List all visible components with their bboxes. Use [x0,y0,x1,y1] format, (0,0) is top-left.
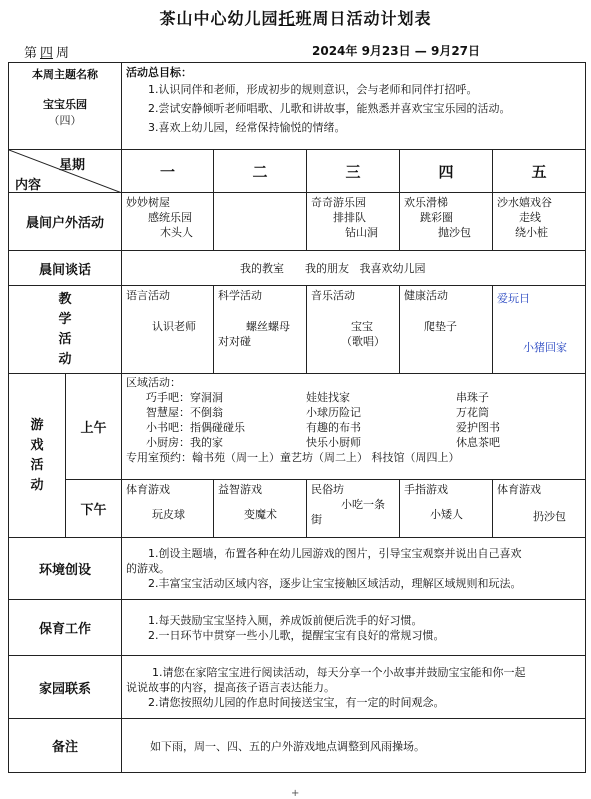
teaching-fri: 爱玩日 小猪回家 [493,286,586,374]
teaching-label: 教 学 活 动 [9,286,122,374]
home-row [9,656,586,719]
outdoor-mon: 妙妙树屋 感统乐园 木头人 [122,193,214,251]
day-fri: 五 [493,150,586,193]
outdoor-tue [214,193,307,251]
corner-cell: 星期 内容 [9,150,122,193]
home-label: 家园联系 [9,656,122,719]
goal-item: 1.认识同伴和老师，形成初步的规则意识，会与老师和同伴打招呼。 [148,83,478,96]
goal-item: 2.尝试安静倾听老师唱歌、儿歌和讲故事，能熟悉并喜欢宝宝乐园的活动。 [148,102,511,115]
outdoor-row [9,193,586,251]
theme-name: 宝宝乐园 [43,98,87,111]
game-pm-fri: 体育游戏 扔沙包 [493,480,586,538]
note-text: 如下雨，周一、四、五的户外游戏地点调整到风雨操场。 [122,719,586,773]
day-mon: 一 [122,150,214,193]
talk-row [9,251,586,286]
game-am-row [9,374,586,480]
area-row: 巧手吧：穿洞洞 娃娃找家 串珠子 [146,391,489,404]
outdoor-fri: 沙水嬉戏谷 走线 绕小桩 [493,193,586,251]
teaching-row [9,286,586,374]
game-pm-tue: 益智游戏 变魔术 [214,480,307,538]
add-row-icon[interactable]: + [291,788,300,799]
game-pm-row [9,480,586,538]
date-range: 2024年 9月23日 — 9月27日 [312,44,481,58]
area-row: 小厨房：我的家 快乐小厨师 休息茶吧 [146,436,500,449]
teaching-thu: 健康活动 爬垫子 [400,286,493,374]
game-pm-wed: 民俗坊 小吃一条 街 [307,480,400,538]
game-pm-label: 下午 [66,480,122,538]
note-row [9,719,586,773]
teaching-wed: 音乐活动 宝宝 （歌唱） [307,286,400,374]
goal-item: 3.喜欢上幼儿园，经常保持愉悦的情绪。 [148,121,346,134]
care-text: 1.每天鼓励宝宝坚持入厕，养成饭前便后洗手的好习惯。 2.一日环节中贯穿一些小儿歌，提醒宝宝有良好的常规习惯。 [122,600,586,656]
note-label: 备注 [9,719,122,773]
week-label: 第 四 周 [24,46,70,61]
day-wed: 三 [307,150,400,193]
day-thu: 四 [400,150,493,193]
home-text: 1.请您在家陪宝宝进行阅读活动，每天分享一个小故事并鼓励宝宝能和你一起 说说故事的内容，提高孩子语言表达能力。 2.请您按照幼儿园的作息时间接送宝宝，有一定的时间观念。 [122,656,586,719]
theme-label: 本周主题名称 [32,68,98,81]
game-pm-thu: 手指游戏 小矮人 [400,480,493,538]
outdoor-wed: 奇奇游乐园 排排队 钻山洞 [307,193,400,251]
env-row [9,538,586,600]
teaching-tue: 科学活动 螺丝螺母 对对碰 [214,286,307,374]
theme-row [9,63,586,150]
week-number: 四 [40,46,54,61]
talk-label: 晨间谈话 [9,251,122,286]
class-name: 托 [278,9,296,28]
env-label: 环境创设 [9,538,122,600]
page-title: 茶山中心幼儿园托班周日活动计划表 [159,9,432,28]
area-activities: 区域活动： 巧手吧：穿洞洞 娃娃找家 串珠子 智慧屋：不倒翁 小球历险记 万花筒 小书吧：指偶碰碰乐 有趣的布书 爱护图书 小厨房：我的家 快乐小厨师 休息茶吧 专用室预约：翰书苑（周一上）童艺坊（周二上） 科技馆（周四上） [122,374,586,480]
plan-table [8,62,586,773]
area-row: 智慧屋：不倒翁 小球历险记 万花筒 [146,406,489,419]
area-row: 小书吧：指偶碰碰乐 有趣的布书 爱护图书 [146,421,500,434]
game-am-label: 上午 [66,374,122,480]
outdoor-label: 晨间户外活动 [9,193,122,251]
talk-text: 我的教室 我的朋友 我喜欢幼儿园 [122,251,586,286]
care-row [9,600,586,656]
teaching-mon: 语言活动 认识老师 [122,286,214,374]
day-tue: 二 [214,150,307,193]
special-rooms: 专用室预约：翰书苑（周一上）童艺坊（周二上） 科技馆（周四上） [126,451,460,464]
env-text: 1.创设主题墙，布置各种在幼儿园游戏的图片，引导宝宝观察并说出自己喜欢 的游戏。 2.丰富宝宝活动区域内容，逐步让宝宝接触区域活动，理解区域规则和玩法。 [122,538,586,600]
game-label: 游 戏 活 动 [9,374,66,538]
goals-cell: 活动总目标： 1.认识同伴和老师，形成初步的规则意识，会与老师和同伴打招呼。 2.尝试安静倾听老师唱歌、儿歌和讲故事，能熟悉并喜欢宝宝乐园的活动。 3.喜欢上幼儿园，经常保持愉悦的情绪。 [122,63,586,150]
care-label: 保育工作 [9,600,122,656]
day-header-row [9,150,586,193]
game-pm-mon: 体育游戏 玩皮球 [122,480,214,538]
outdoor-thu: 欢乐滑梯 跳彩圈 抛沙包 [400,193,493,251]
theme-sub: （四） [48,114,82,127]
